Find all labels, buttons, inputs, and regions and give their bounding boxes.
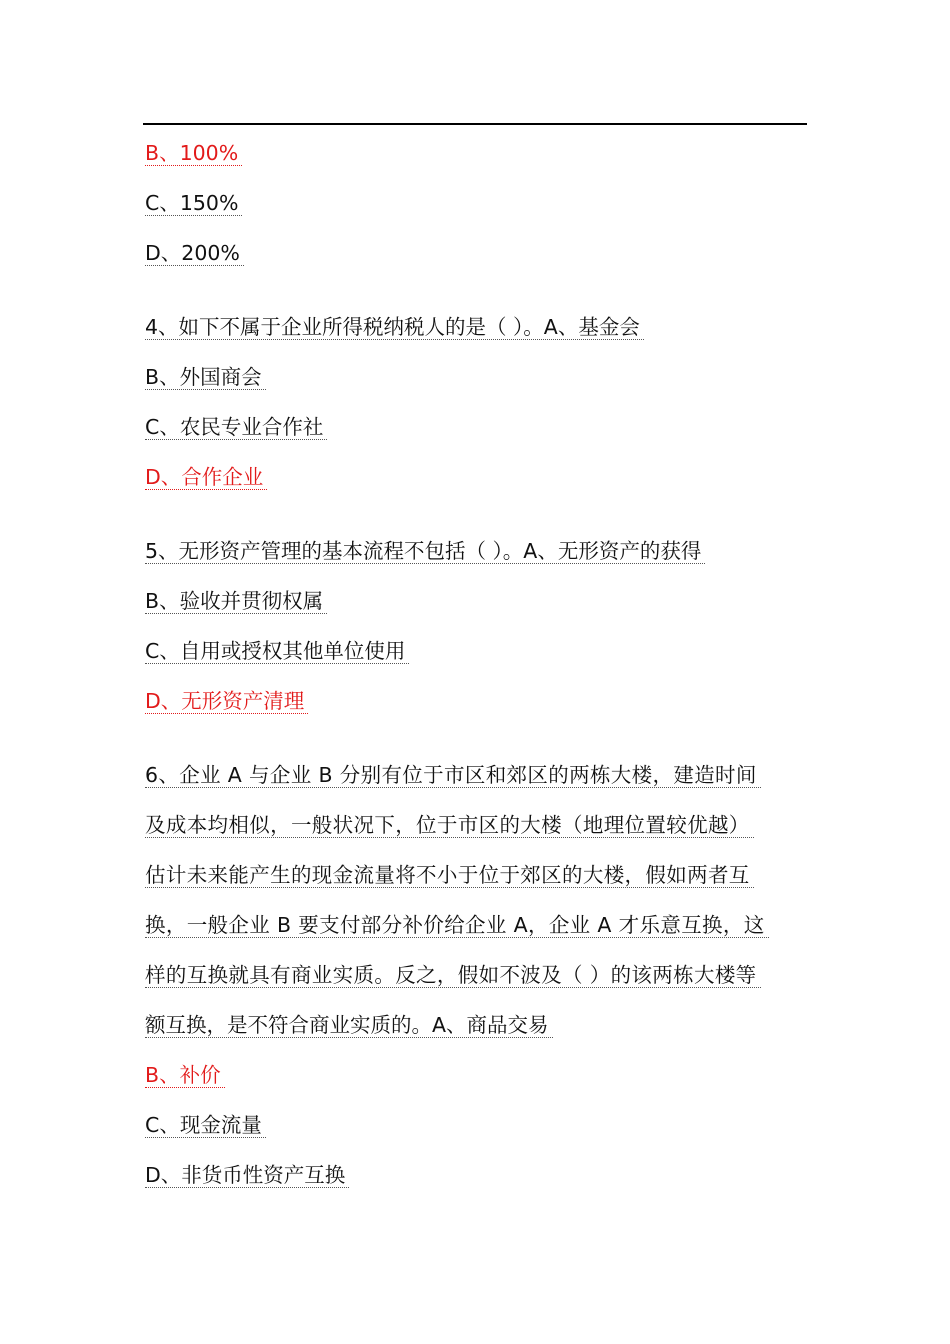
- q5-stem-text: 5、无形资产管理的基本流程不包括（ ）。A、无形资产的获得: [145, 539, 705, 564]
- q6-option-b: [145, 1061, 225, 1089]
- q5-option-c-text: C、自用或授权其他单位使用: [145, 639, 409, 664]
- q3-option-c-text: C、150%: [145, 191, 242, 216]
- q4-option-d-text: D、合作企业: [145, 465, 267, 490]
- q6-stem-line-4: [145, 911, 769, 939]
- q6-option-b-text: B、补价: [145, 1063, 225, 1088]
- q3-option-d: [145, 239, 244, 267]
- q6-option-d-text: D、非货币性资产互换: [145, 1163, 349, 1188]
- q3-option-b: [145, 139, 242, 167]
- q6-stem-line-1-text: 6、企业 A 与企业 B 分别有位于市区和郊区的两栋大楼，建造时间: [145, 763, 761, 788]
- q6-stem-line-2-text: 及成本均相似，一般状况下，位于市区的大楼（地理位置较优越）: [145, 813, 754, 838]
- q6-stem-line-5-text: 样的互换就具有商业实质。反之，假如不波及（ ）的该两栋大楼等: [145, 963, 761, 988]
- q3-option-c: [145, 189, 242, 217]
- q4-option-c: [145, 413, 327, 441]
- q6-stem-line-6: [145, 1011, 553, 1039]
- q6-option-d: [145, 1161, 349, 1189]
- q4-stem: [145, 313, 644, 341]
- q4-option-d: [145, 463, 267, 491]
- q6-stem-line-3-text: 估计未来能产生的现金流量将不小于位于郊区的大楼，假如两者互: [145, 863, 754, 888]
- q6-stem-line-5: [145, 961, 761, 989]
- q4-option-b: [145, 363, 266, 391]
- q4-option-b-text: B、外国商会: [145, 365, 266, 390]
- q6-option-c-text: C、现金流量: [145, 1113, 266, 1138]
- q6-stem-line-3: [145, 861, 754, 889]
- q6-stem-line-4-text: 换，一般企业 B 要支付部分补价给企业 A，企业 A 才乐意互换，这: [145, 913, 769, 938]
- q5-option-b: [145, 587, 327, 615]
- q3-option-d-text: D、200%: [145, 241, 244, 266]
- header-rule: [143, 123, 807, 125]
- q4-stem-text: 4、如下不属于企业所得税纳税人的是（ ）。A、基金会: [145, 315, 644, 340]
- q5-option-d-text: D、无形资产清理: [145, 689, 308, 714]
- q6-option-c: [145, 1111, 266, 1139]
- q6-stem-line-1: [145, 761, 761, 789]
- q5-stem: [145, 537, 705, 565]
- q5-option-d: [145, 687, 308, 715]
- q5-option-b-text: B、验收并贯彻权属: [145, 589, 327, 614]
- q4-option-c-text: C、农民专业合作社: [145, 415, 327, 440]
- q6-stem-line-2: [145, 811, 754, 839]
- q6-stem-line-6-text: 额互换，是不符合商业实质的。A、商品交易: [145, 1013, 553, 1038]
- q5-option-c: [145, 637, 409, 665]
- q3-option-b-text: B、100%: [145, 141, 242, 166]
